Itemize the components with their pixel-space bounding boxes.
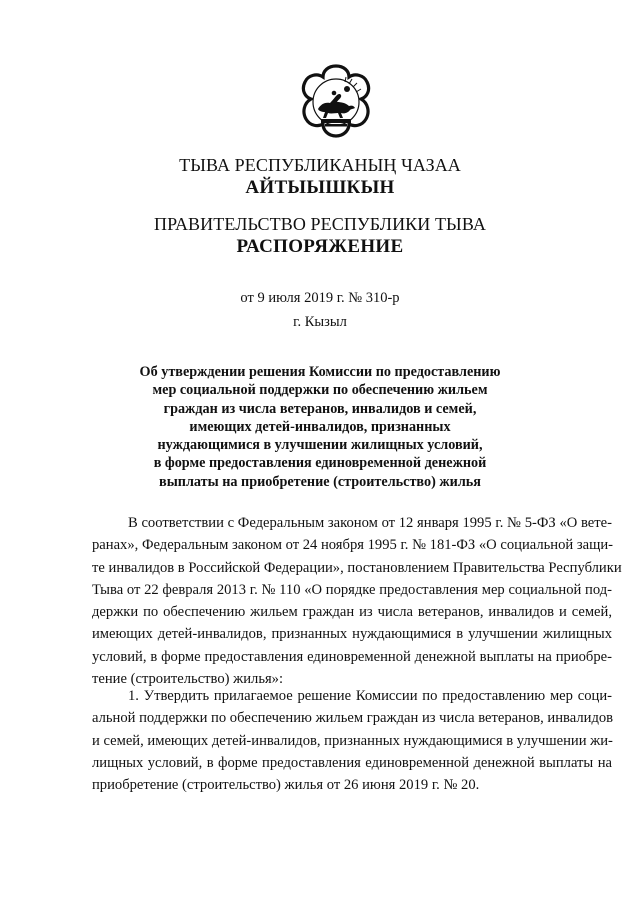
paragraph-line: держки по обеспечению жильем граждан из числа ветеранов, инвалидов и семей, (92, 604, 612, 621)
paragraph-line: ранах», Федеральным законом от 24 ноября 1995 г. № 181-ФЗ «О социальной защи- (92, 537, 614, 554)
coat-of-arms-emblem (297, 62, 375, 140)
coat-of-arms-icon (297, 62, 375, 140)
paragraph-line: те инвалидов в Российской Федерации», постановлением Правительства Республики (92, 559, 622, 576)
title-line: Об утверждении решения Комиссии по предоставлению (139, 364, 501, 380)
title-line: мер социальной поддержки по обеспечению жильем (152, 382, 488, 399)
title-line: в форме предоставления единовременной денежной (153, 455, 487, 472)
paragraph-line: тение (строительство) жилья»: (92, 671, 284, 688)
title-line: имеющих детей-инвалидов, признанных (189, 418, 451, 435)
preamble-paragraph (92, 512, 622, 690)
paragraph-line: альной поддержки по обеспечению жильем граждан из числа ветеранов, инвалидов (92, 710, 614, 727)
tuvan-government-heading: ТЫВА РЕСПУБЛИКАНЫҢ ЧАЗАА (179, 155, 461, 175)
tuvan-doc-type-heading: АЙТЫЫШКЫН (245, 177, 395, 198)
document-title (120, 363, 520, 491)
paragraph-line: лищных условий, в форме предоставления единовременной денежной выплаты на (92, 754, 612, 771)
title-line: нуждающимися в улучшении жилищных условий, (157, 437, 483, 454)
paragraph-line: В соответствии с Федеральным законом от 12 января 1995 г. № 5-ФЗ «О вете- (128, 515, 612, 531)
paragraph-line: 1. Утвердить прилагаемое решение Комиссии по предоставлению мер соци- (128, 688, 612, 704)
paragraph-line: имеющих детей-инвалидов, признанных нуждающимися в улучшении жилищных (92, 626, 612, 643)
paragraph-line: условий, в форме предоставления единовременной денежной выплаты на приобре- (92, 648, 612, 665)
russian-government-heading: ПРАВИТЕЛЬСТВО РЕСПУБЛИКИ ТЫВА (154, 214, 486, 234)
title-line: выплаты на приобретение (строительство) жилья (159, 473, 481, 490)
city-name: г. Кызыл (293, 314, 347, 330)
item-1-paragraph (92, 685, 612, 796)
order-date-number: от 9 июля 2019 г. № 310-р (240, 290, 400, 306)
paragraph-line: Тыва от 22 февраля 2013 г. № 110 «О порядке предоставления мер социальной под- (92, 581, 612, 598)
paragraph-line: и семей, имеющих детей-инвалидов, признанных нуждающимися в улучшении жи- (92, 732, 613, 749)
paragraph-line: приобретение (строительство) жилья от 26 июня 2019 г. № 20. (92, 777, 480, 794)
russian-doc-type-heading: РАСПОРЯЖЕНИЕ (236, 236, 404, 257)
title-line: граждан из числа ветеранов, инвалидов и семей, (163, 400, 477, 417)
